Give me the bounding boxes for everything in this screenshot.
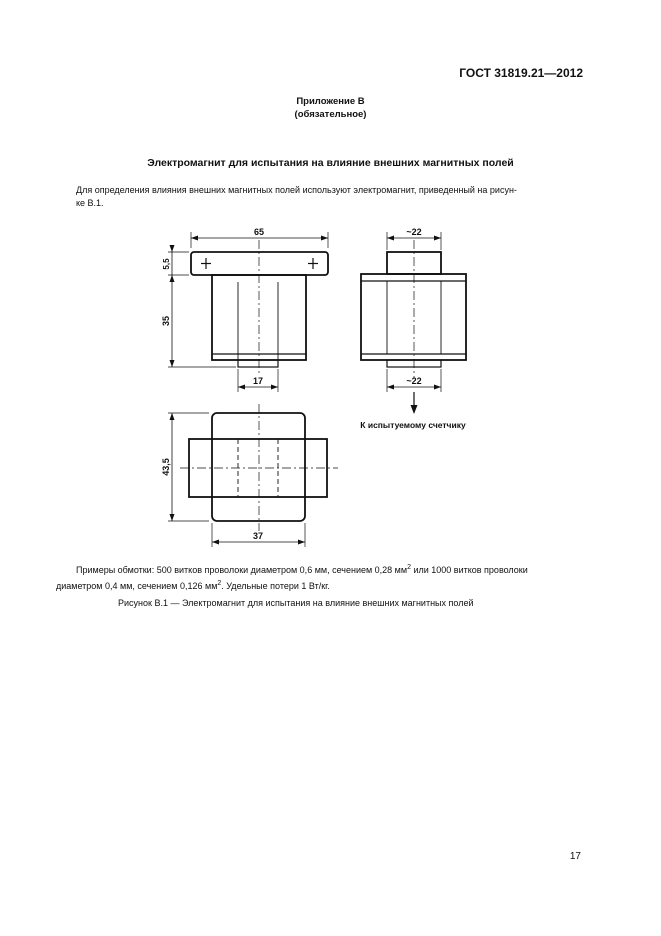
- front-view: [168, 232, 328, 392]
- windings-line-1: Примеры обмотки: 500 витков проволоки диаметром 0,6 мм, сечением 0,28 $мм^2$ или 1000 витков проволоки: [76, 564, 528, 575]
- windings-line-2: диаметром 0,4 мм, сечением 0,126 $мм^2$. Удельные потери 1 Вт/кг.: [56, 580, 330, 591]
- section-title: Электромагнит для испытания на влияние внешних магнитных полей: [147, 157, 514, 169]
- intro-line-2: ке В.1.: [76, 198, 104, 208]
- arrow-down-icon: [411, 405, 418, 414]
- annex-status: (обязательное): [294, 109, 367, 120]
- dim-side-bottom: ~22: [406, 376, 422, 386]
- standard-number: ГОСТ 31819.21—2012: [459, 66, 583, 80]
- dim-side-top: ~22: [406, 227, 422, 237]
- dim-cap-height: 5,5: [162, 258, 171, 270]
- windings-paragraph: [56, 561, 588, 593]
- dim-plan-width: 37: [252, 531, 264, 541]
- dim-plan-height: 43,5: [161, 458, 171, 476]
- intro-line-1: Для определения влияния внешних магнитных полей используют электромагнит, приведенный на рисун-: [76, 185, 517, 195]
- front-cap: [191, 252, 328, 275]
- dim-top-width: 65: [253, 227, 265, 237]
- arrow-label: К испытуемому счетчику: [360, 420, 466, 430]
- annex-title: Приложение В: [296, 96, 365, 107]
- front-core-stub: [238, 360, 278, 367]
- plan-outline: [212, 413, 305, 521]
- page-number: 17: [569, 851, 581, 862]
- figure-caption: Рисунок В.1 — Электромагнит для испытания на влияние внешних магнитных полей: [118, 598, 474, 608]
- dim-core-height: 35: [161, 315, 171, 327]
- plan-view: [168, 404, 338, 547]
- dim-core-width: 17: [252, 376, 264, 386]
- side-body: [361, 274, 466, 360]
